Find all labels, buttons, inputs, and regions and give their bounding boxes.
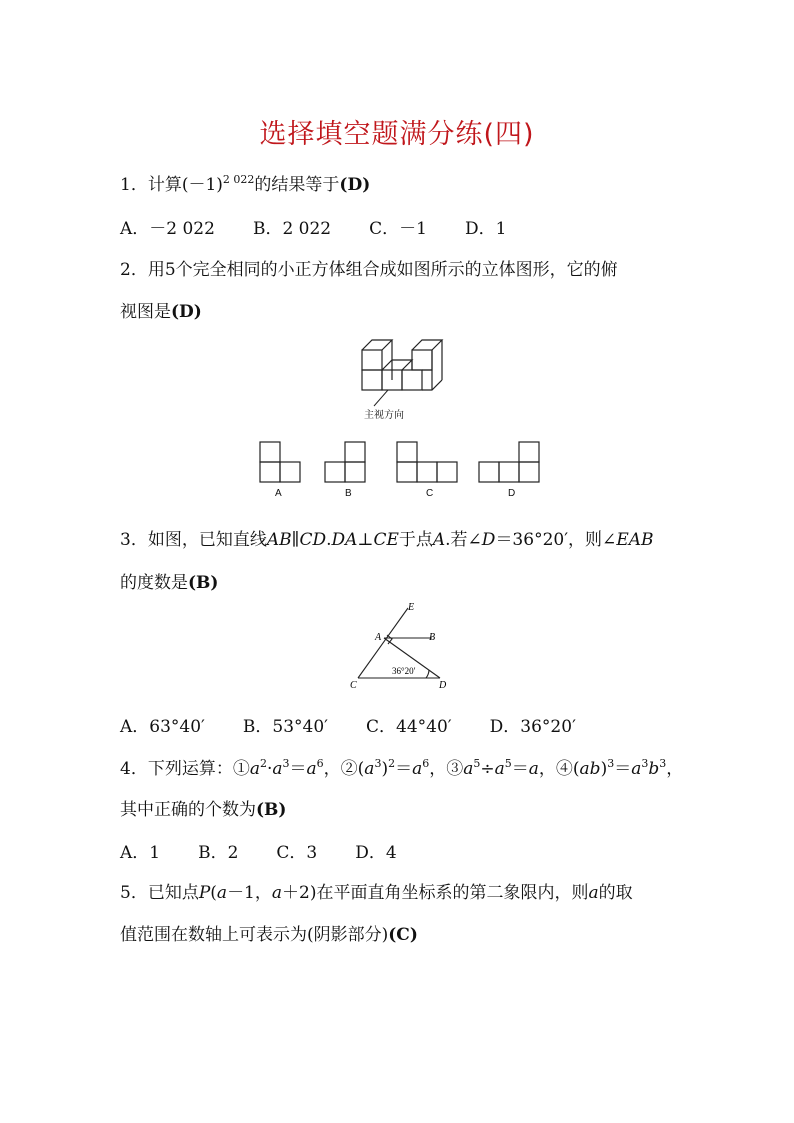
math-var: EAB [616,530,654,550]
option-a: A．1 [120,843,161,863]
exponent: 2 022 [222,173,255,186]
option-c: C．－1 [369,219,427,239]
option-b: B．53°40′ [242,717,329,737]
question-number: 1． [120,175,148,195]
option-d: D．36°20′ [489,717,576,737]
answer: (B) [256,800,287,820]
question-3-options [120,712,614,737]
label-b: B [429,632,436,643]
question-text: ＝36°20′，则∠ [495,530,617,550]
expression-1: $①a^2\cdot a^3=a^6$，$②(a^3)^2=a^6$，$③a^5\div a^5=a$，$④(ab)^3=a^3b^3$， [232,757,684,779]
question-5 [120,878,633,903]
math-var: a [216,883,228,903]
question-text: ( [210,883,217,903]
option-b: B．2 [198,843,239,863]
question-text: 下列运算： [147,759,233,779]
question-1 [120,170,370,195]
question-text: －1， [227,883,272,903]
option-d: D．1 [464,219,507,239]
label-d: D [439,680,447,691]
question-number: 3． [120,530,148,550]
punctuation: . [326,530,332,550]
option-c: C．3 [276,843,318,863]
label-c: C [350,680,357,691]
question-text: 5．已知点 [120,883,199,903]
question-text: 计算(－1) [147,175,223,195]
math-var: DA [331,530,358,550]
option-b: B．2 022 [252,219,332,239]
math-var: A [432,530,446,550]
option-d: D．4 [355,843,397,863]
question-text: 的度数是 [120,573,188,593]
math-var: P [198,883,211,903]
question-4 [120,754,683,779]
top-view-options [255,440,555,486]
question-2 [120,255,618,280]
question-4-options [120,838,435,863]
question-text: .若∠ [445,530,482,550]
question-text: 的取 [598,883,633,903]
label-e: E [408,602,415,613]
math-var: a [588,883,599,903]
option-c: C．44°40′ [366,717,452,737]
option-label-c: C [426,488,434,499]
question-text: 2．用5个完全相同的小正方体组合成如图所示的立体图形，它的俯 [120,260,618,280]
option-label-b: B [345,488,352,499]
question-text: 于点 [398,530,433,550]
question-text: 如图，已知直线 [147,530,267,550]
question-4-line2 [120,795,286,820]
answer: (D) [339,175,371,195]
geometry-figure [340,598,460,692]
answer: (D) [171,302,202,322]
math-var: CE [373,530,399,550]
question-5-line2 [120,920,418,945]
option-label-a: A [275,488,282,499]
question-3-line2 [120,568,218,593]
answer: (B) [188,573,219,593]
math-symbol: ∥ [291,530,300,550]
math-var: AB [266,530,292,550]
question-3 [120,525,654,550]
question-text: ＋2)在平面直角坐标系的第二象限内，则 [282,883,589,903]
math-var: a [271,883,283,903]
math-var: CD [299,530,327,550]
question-1-options [120,214,544,239]
math-var: D [481,530,496,550]
label-a: A [375,632,382,643]
option-label-d: D [508,488,516,499]
figure-caption: 主视方向 [364,410,404,421]
option-a: A．63°40′ [120,717,205,737]
math-symbol: ⊥ [357,530,374,550]
option-a: A．－2 022 [120,219,215,239]
question-number: 4． [120,759,148,779]
angle-label: 36°20′ [392,666,416,676]
question-2-line2 [120,297,202,322]
question-text: 视图是 [120,302,171,322]
question-text: 的结果等于 [254,175,340,195]
question-text: 值范围在数轴上可表示为(阴影部分) [120,925,389,945]
page-title: 选择填空题满分练(四) [259,119,535,150]
answer: (C) [388,925,418,945]
question-text: 其中正确的个数为 [120,800,256,820]
